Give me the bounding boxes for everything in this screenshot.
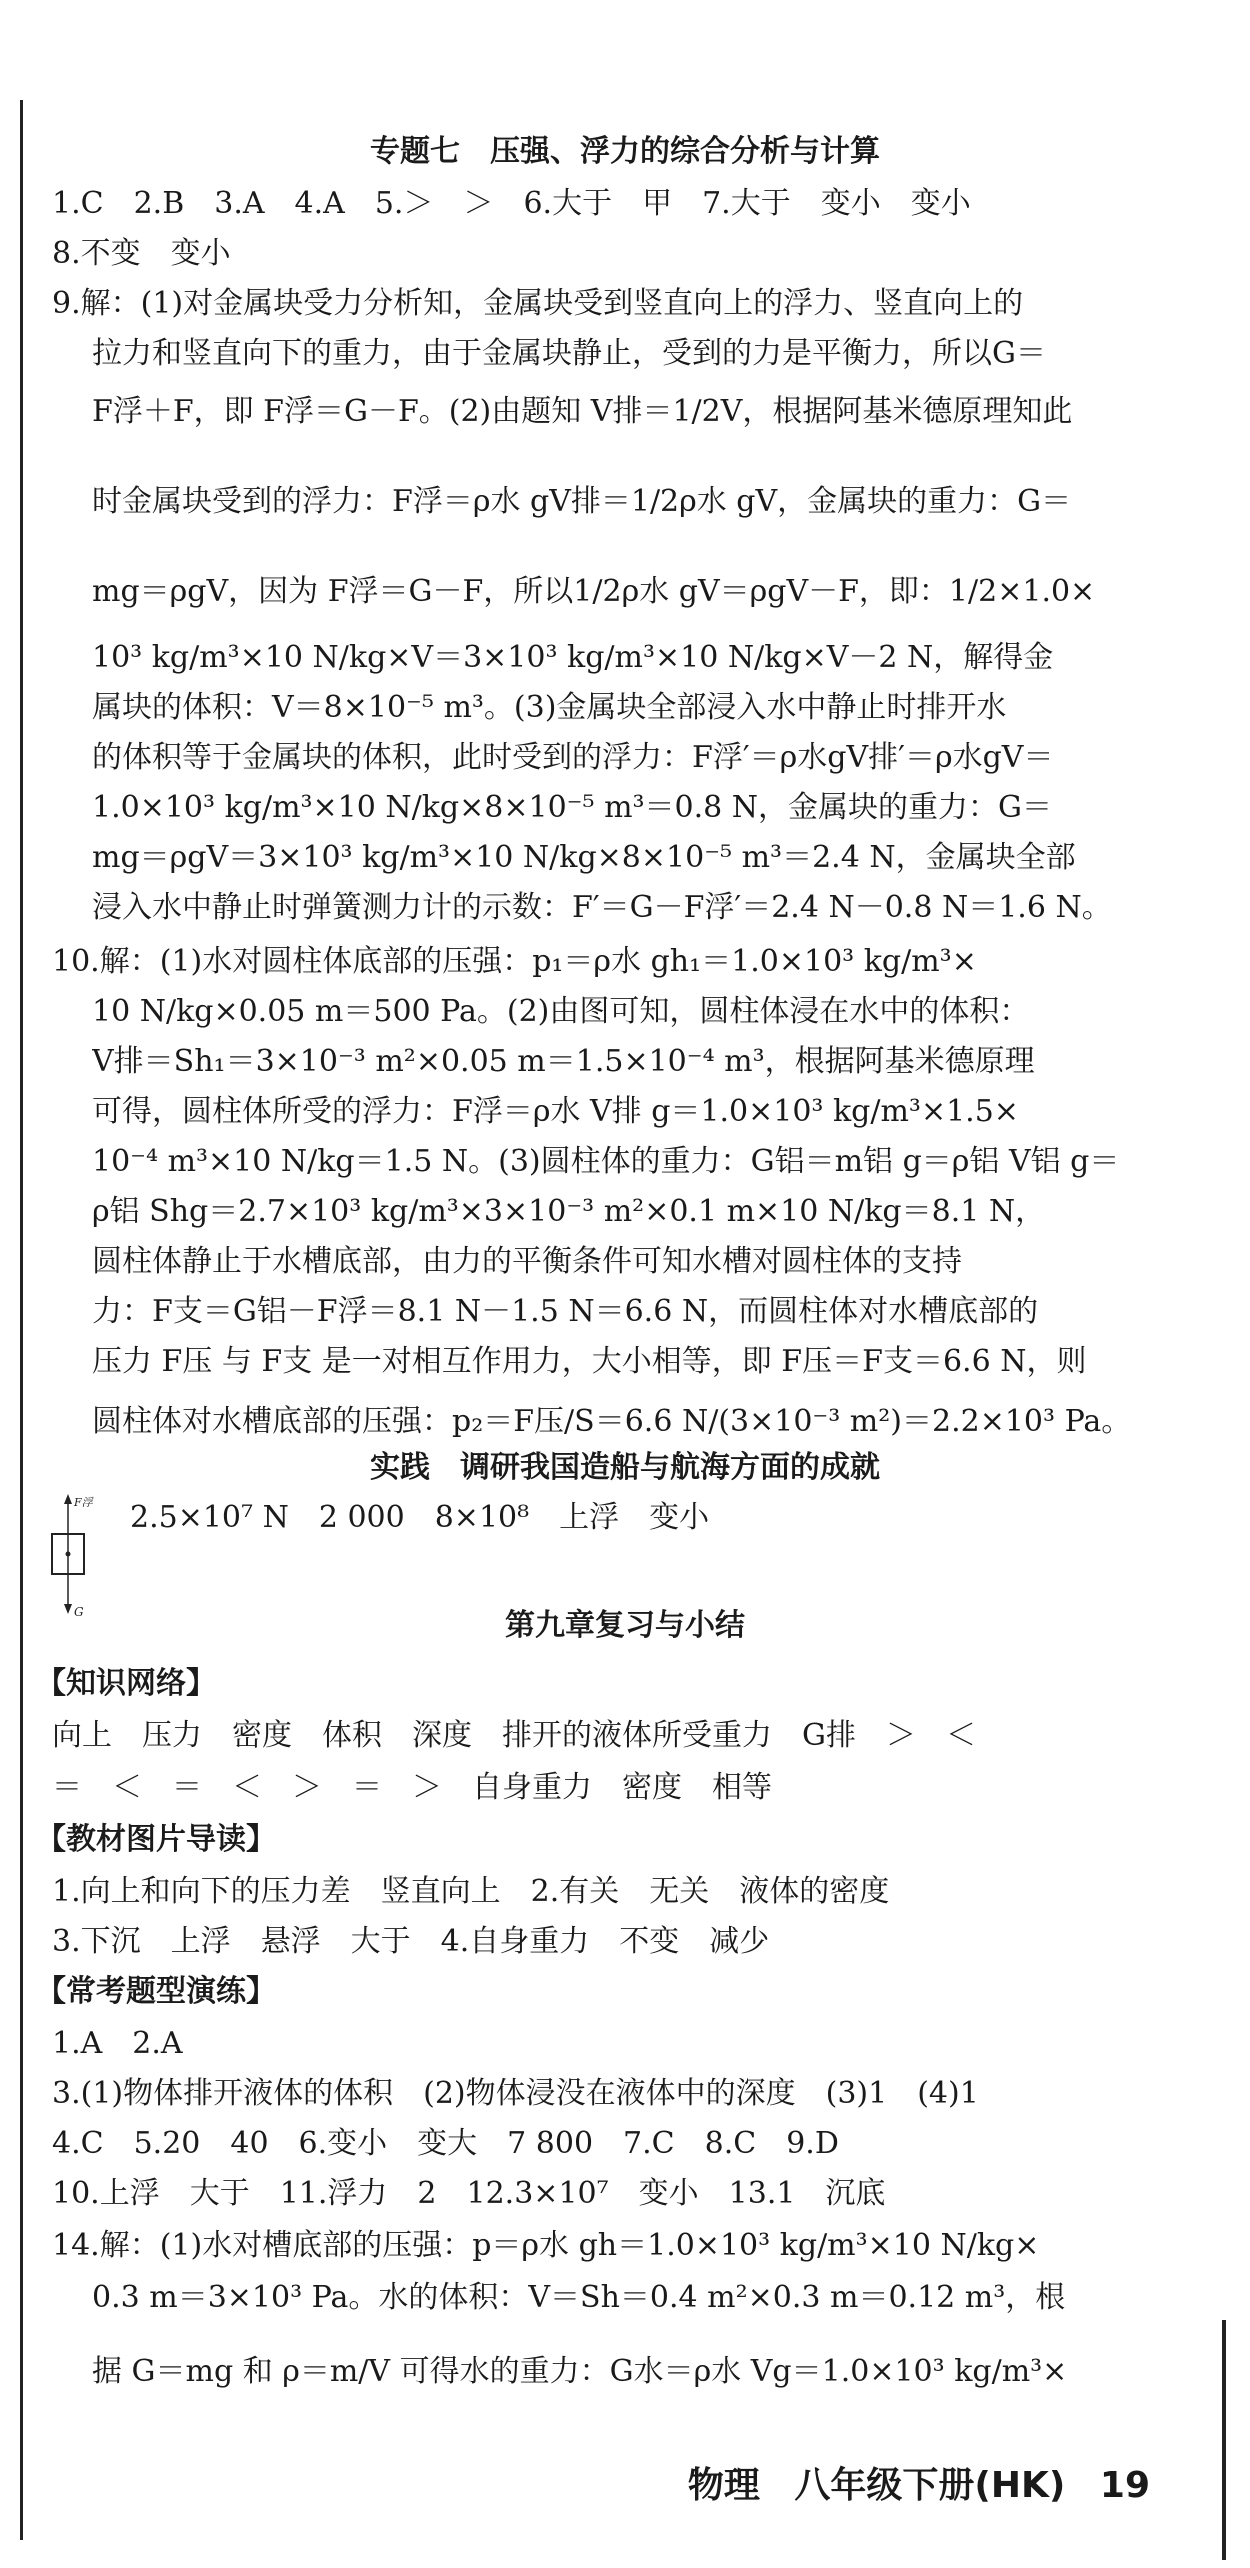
page-footer	[666, 2462, 1150, 2510]
answer-line: 1.C 2.B 3.A 4.A 5.＞ ＞ 6.大于 甲 7.大于 变小 变小	[52, 186, 971, 221]
figure-guide-header: 【教材图片导读】	[36, 1822, 276, 1857]
knowledge-network-header: 【知识网络】	[36, 1666, 216, 1701]
answer-line: 时金属块受到的浮力：F浮＝ρ水 gV排＝1/2ρ水 gV，金属块的重力：G＝	[92, 484, 1072, 519]
answer-line: 力：F支＝G铝－F浮＝8.1 N－1.5 N＝6.6 N，而圆柱体对水槽底部的	[92, 1294, 1039, 1329]
answer-line: mg＝ρgV＝3×10³ kg/m³×10 N/kg×8×10⁻⁵ m³＝2.4 N，金属块全部	[92, 840, 1076, 875]
practice-line: 1.A 2.A	[52, 2026, 183, 2061]
answer-line: 10 N/kg×0.05 m＝500 Pa。(2)由图可知，圆柱体浸在水中的体积：	[92, 994, 1030, 1029]
knowledge-line: ＝ ＜ ＝ ＜ ＞ ＝ ＞ 自身重力 密度 相等	[52, 1770, 772, 1805]
practice-answer: 2.5×10⁷ N 2 000 8×10⁸ 上浮 变小	[130, 1500, 710, 1535]
answer-line: mg＝ρgV，因为 F浮＝G－F，所以1/2ρ水 gV＝ρgV－F，即：1/2×1.0×	[92, 574, 1096, 609]
answer-line: 8.不变 变小	[52, 236, 231, 271]
answer-line: 10³ kg/m³×10 N/kg×V＝3×10³ kg/m³×10 N/kg×V－2 N，解得金	[92, 640, 1054, 675]
gravity-label: G	[74, 1605, 84, 1619]
answer-line: 1.0×10³ kg/m³×10 N/kg×8×10⁻⁵ m³＝0.8 N，金属块的重力：G＝	[92, 790, 1052, 825]
section-title-chapter-review: 第九章复习与小结	[505, 1608, 745, 1643]
figure-line: 3.下沉 上浮 悬浮 大于 4.自身重力 不变 减少	[52, 1924, 770, 1959]
answer-line: 压力 F压 与 F支 是一对相互作用力，大小相等，即 F压＝F支＝6.6 N，则	[92, 1344, 1087, 1379]
section-title-topic-seven: 专题七 压强、浮力的综合分析与计算	[370, 134, 880, 169]
practice-line: 4.C 5.20 40 6.变小 变大 7 800 7.C 8.C 9.D	[52, 2126, 839, 2161]
footer-subject: 物理	[687, 2465, 760, 2506]
left-margin-rule	[20, 100, 23, 2540]
buoyancy-label: F浮	[74, 1496, 93, 1509]
answer-line: V排＝Sh₁＝3×10⁻³ m²×0.05 m＝1.5×10⁻⁴ m³，根据阿基米德原理	[92, 1044, 1035, 1079]
practice-line: 3.(1)物体排开液体的体积 (2)物体浸没在液体中的深度 (3)1 (4)1	[52, 2076, 979, 2111]
practice-header: 【常考题型演练】	[36, 1974, 276, 2009]
page-number: 19	[1099, 2465, 1150, 2506]
answer-line: 可得，圆柱体所受的浮力：F浮＝ρ水 V排 g＝1.0×10³ kg/m³×1.5×	[92, 1094, 1019, 1129]
figure-line: 1.向上和向下的压力差 竖直向上 2.有关 无关 液体的密度	[52, 1874, 890, 1909]
practice-line: 据 G＝mg 和 ρ＝m/V 可得水的重力：G水＝ρ水 Vg＝1.0×10³ kg/m³×	[92, 2354, 1068, 2389]
answer-line: 10⁻⁴ m³×10 N/kg＝1.5 N。(3)圆柱体的重力：G铝＝m铝 g＝ρ铝 V铝 g＝	[92, 1144, 1120, 1179]
practice-line: 14.解：(1)水对槽底部的压强：p＝ρ水 gh＝1.0×10³ kg/m³×10 N/kg×	[52, 2228, 1040, 2263]
answer-line: 拉力和竖直向下的重力，由于金属块静止，受到的力是平衡力，所以G＝	[92, 336, 1046, 371]
answer-line: 浸入水中静止时弹簧测力计的示数：F′＝G－F浮′＝2.4 N－0.8 N＝1.6 N。	[92, 890, 1112, 925]
practice-line: 10.上浮 大于 11.浮力 2 12.3×10⁷ 变小 13.1 沉底	[52, 2176, 886, 2211]
force-diagram	[44, 1492, 104, 1622]
answer-line: ρ铝 Shg＝2.7×10³ kg/m³×3×10⁻³ m²×0.1 m×10 N/kg＝8.1 N，	[92, 1194, 1046, 1229]
section-title-practice: 实践 调研我国造船与航海方面的成就	[370, 1450, 880, 1485]
answer-line: 圆柱体对水槽底部的压强：p₂＝F压/S＝6.6 N/(3×10⁻³ m²)＝2.2×10³ Pa。	[92, 1404, 1132, 1439]
footer-grade: 八年级下册(HK)	[794, 2465, 1066, 2506]
answer-line: 圆柱体静止于水槽底部，由力的平衡条件可知水槽对圆柱体的支持	[92, 1244, 962, 1279]
answer-line: 属块的体积：V＝8×10⁻⁵ m³。(3)金属块全部浸入水中静止时排开水	[92, 690, 1007, 725]
answer-line: 9.解：(1)对金属块受力分析知，金属块受到竖直向上的浮力、竖直向上的	[52, 286, 1024, 321]
right-margin-rule	[1222, 2320, 1226, 2560]
answer-line: 10.解：(1)水对圆柱体底部的压强：p₁＝ρ水 gh₁＝1.0×10³ kg/m³×	[52, 944, 977, 979]
answer-line: F浮＋F，即 F浮＝G－F。(2)由题知 V排＝1/2V，根据阿基米德原理知此	[92, 394, 1073, 429]
knowledge-line: 向上 压力 密度 体积 深度 排开的液体所受重力 G排 ＞ ＜	[52, 1718, 976, 1753]
answer-line: 的体积等于金属块的体积，此时受到的浮力：F浮′＝ρ水gV排′＝ρ水gV＝	[92, 740, 1054, 775]
practice-line: 0.3 m＝3×10³ Pa。水的体积：V＝Sh＝0.4 m²×0.3 m＝0.12 m³，根	[92, 2280, 1066, 2315]
